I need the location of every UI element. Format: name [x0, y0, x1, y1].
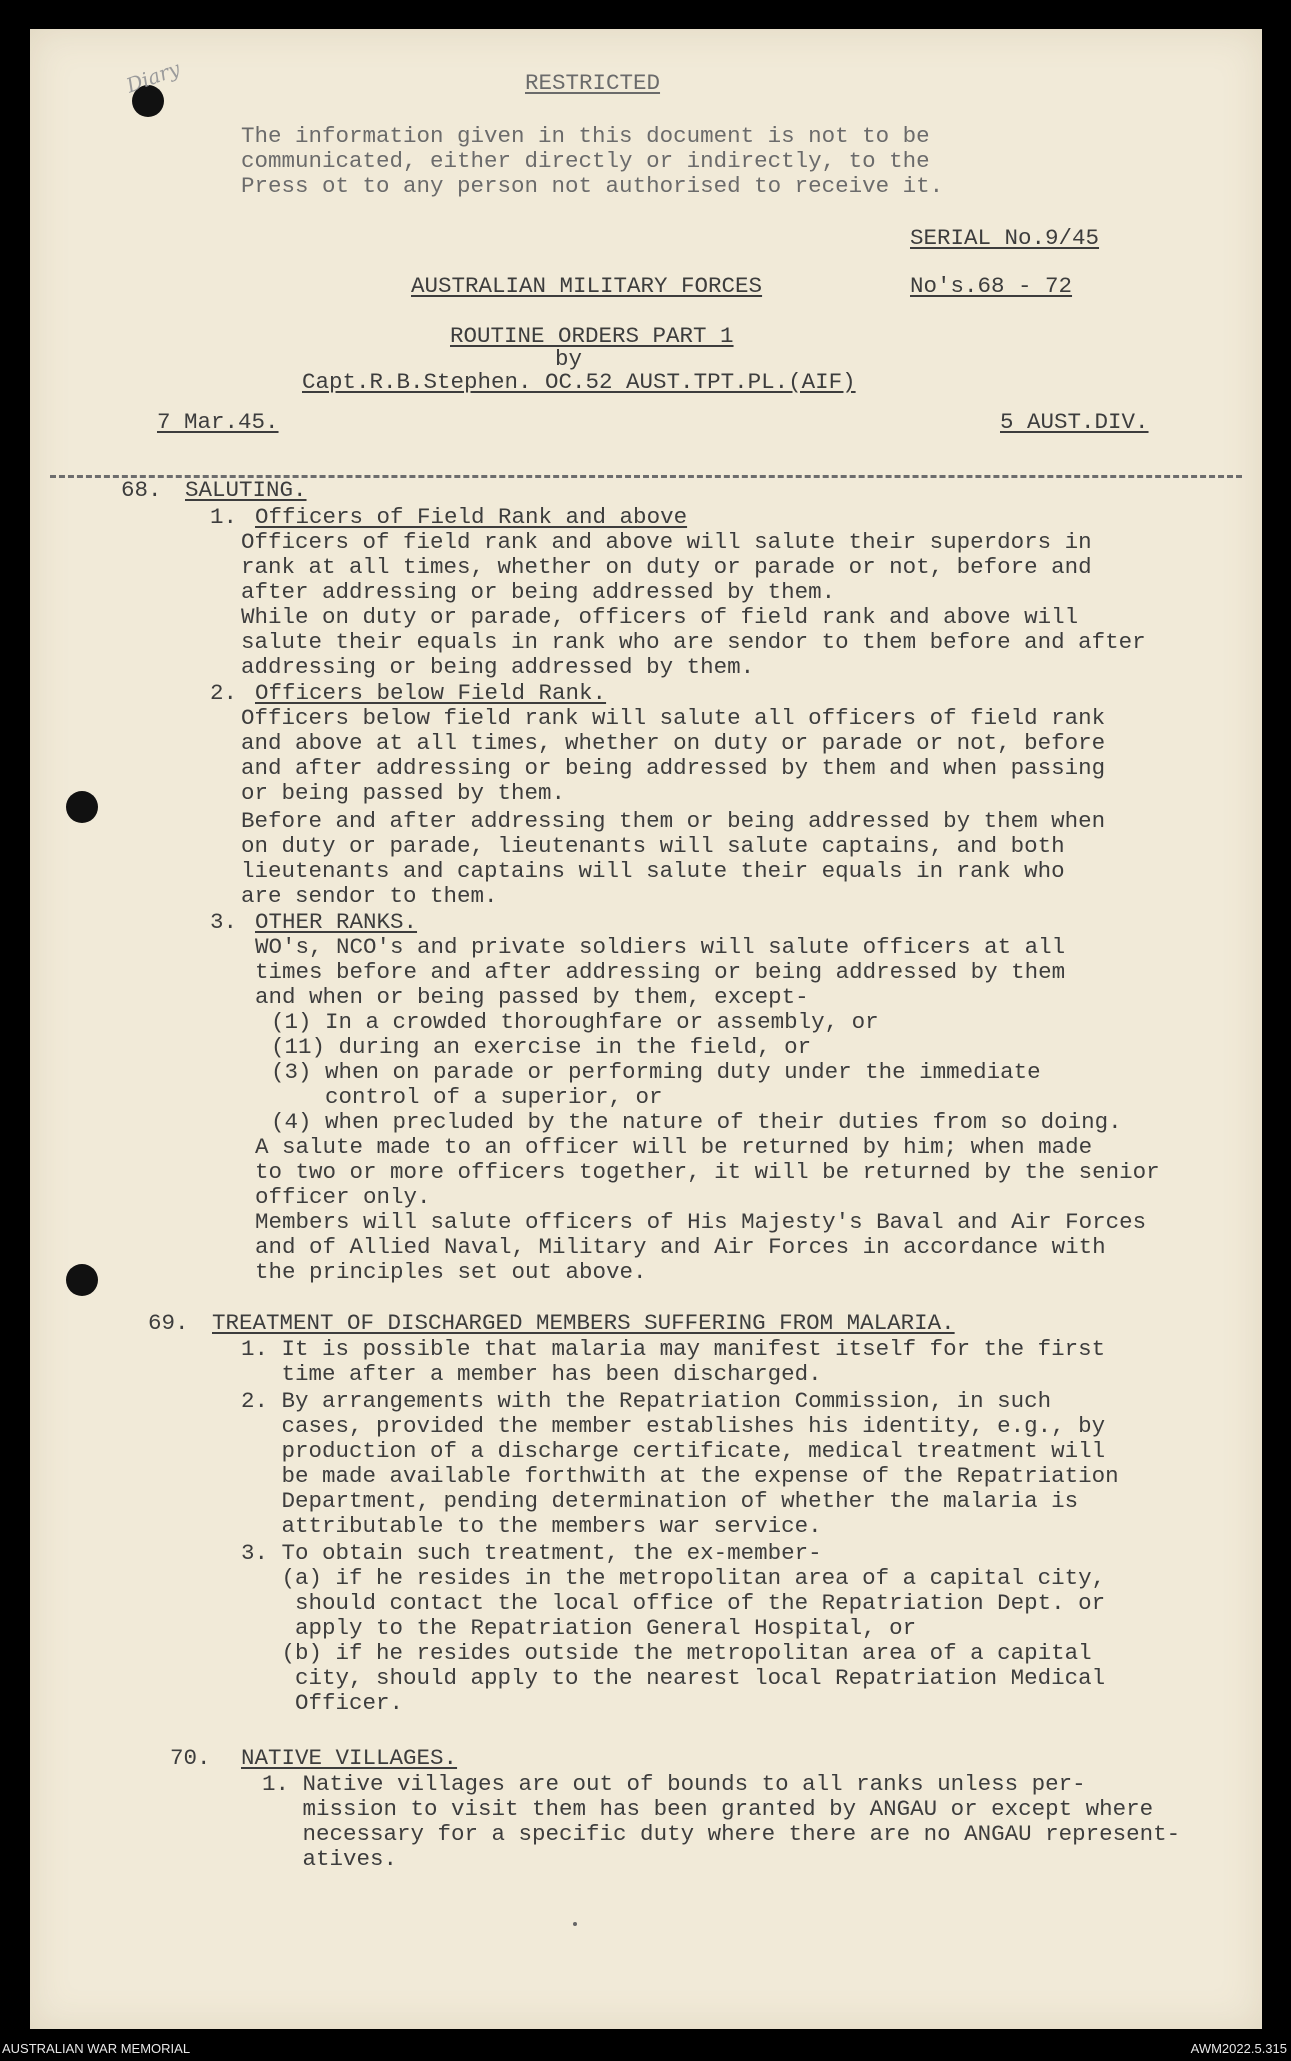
para-line: and of Allied Naval, Military and Air Forces in accordance with [255, 1234, 1106, 1260]
restricted-label: RESTRICTED [525, 70, 661, 96]
para-line: salute their equals in rank who are sendor to them before and after [241, 629, 1146, 655]
para-line: Department, pending determination of whether the malaria is [241, 1488, 1079, 1514]
ink-mark [573, 1922, 577, 1926]
notice-line: The information given in this document is not to be [241, 123, 930, 149]
para-line: While on duty or parade, officers of field rank and above will [241, 604, 1079, 630]
order-date: 7 Mar.45. [157, 409, 279, 435]
para-line: attributable to the members war service. [241, 1513, 822, 1539]
para-line: Before and after addressing them or being addressed by them when [241, 808, 1106, 834]
serial-number: SERIAL No.9/45 [910, 225, 1100, 251]
order-numbers: No's.68 - 72 [910, 273, 1073, 299]
para-line: after addressing or being addressed by them. [241, 579, 836, 605]
author-line: Capt.R.B.Stephen. OC.52 AUST.TPT.PL.(AIF) [302, 369, 856, 395]
list-item: (1) In a crowded thoroughfare or assembly, or [271, 1009, 879, 1035]
section-number-70: 70. [170, 1745, 211, 1771]
para-line: Officers below field rank will salute all officers of field rank [241, 705, 1106, 731]
para-line: and above at all times, whether on duty or parade or not, before [241, 730, 1106, 756]
section-number-68: 68. [121, 477, 162, 503]
punch-hole-middle [66, 791, 98, 823]
footer-archive-label: AUSTRALIAN WAR MEMORIAL [2, 2041, 191, 2056]
para-heading: Officers below Field Rank. [255, 680, 607, 706]
by-label: by [555, 346, 583, 372]
list-item: (4) when precluded by the nature of their duties from so doing. [271, 1109, 1122, 1135]
para-line: and when or being passed by them, except- [255, 984, 809, 1010]
para-line: times before and after addressing or being addressed by them [255, 959, 1066, 985]
para-line: should contact the local office of the Repatriation Dept. or [241, 1590, 1106, 1616]
para-heading: OTHER RANKS. [255, 909, 418, 935]
section-number-69: 69. [148, 1310, 189, 1336]
para-line: Officers of field rank and above will salute their superdors in [241, 529, 1092, 555]
para-number: 1. [210, 504, 238, 530]
para-line: 2. By arrangements with the Repatriation Commission, in such [241, 1388, 1052, 1414]
division-label: 5 AUST.DIV. [1000, 409, 1149, 435]
list-item: control of a superior, or [271, 1084, 663, 1110]
section-heading-saluting: SALUTING. [185, 477, 307, 503]
para-line: be made available forthwith at the expense of the Repatriation [241, 1463, 1119, 1489]
punch-hole-bottom [66, 1264, 98, 1296]
para-line: Officer. [241, 1690, 404, 1716]
para-line: the principles set out above. [255, 1259, 647, 1285]
para-number: 3. [210, 909, 238, 935]
section-heading-malaria: TREATMENT OF DISCHARGED MEMBERS SUFFERING FROM MALARIA. [212, 1310, 955, 1336]
para-line: necessary for a specific duty where there are no ANGAU represent- [262, 1821, 1181, 1847]
para-line: and after addressing or being addressed by them and when passing [241, 755, 1106, 781]
para-line: officer only. [255, 1184, 431, 1210]
para-line: lieutenants and captains will salute their equals in rank who [241, 858, 1065, 884]
list-item: (11) during an exercise in the field, or [271, 1034, 812, 1060]
document-page [30, 29, 1262, 2029]
para-line: on duty or parade, lieutenants will salute captains, and both [241, 833, 1065, 859]
document-title: ROUTINE ORDERS PART 1 [450, 323, 734, 349]
para-line: 3. To obtain such treatment, the ex-member- [241, 1540, 822, 1566]
para-number: 2. [210, 680, 238, 706]
para-line: apply to the Repatriation General Hospital, or [241, 1615, 917, 1641]
para-heading: Officers of Field Rank and above [255, 504, 688, 530]
para-line: are sendor to them. [241, 883, 498, 909]
para-line: (a) if he resides in the metropolitan area of a capital city, [241, 1565, 1106, 1591]
para-line: to two or more officers together, it will be returned by the senior [255, 1159, 1160, 1185]
para-line: Members will salute officers of His Majesty's Baval and Air Forces [255, 1209, 1147, 1235]
para-line: time after a member has been discharged. [241, 1361, 822, 1387]
para-line: rank at all times, whether on duty or parade or not, before and [241, 554, 1092, 580]
para-line: mission to visit them has been granted by ANGAU or except where [262, 1796, 1154, 1822]
organisation-title: AUSTRALIAN MILITARY FORCES [411, 273, 763, 299]
para-line: production of a discharge certificate, medical treatment will [241, 1438, 1106, 1464]
para-line: WO's, NCO's and private soldiers will salute officers at all [255, 934, 1066, 960]
para-line: addressing or being addressed by them. [241, 654, 755, 680]
notice-line: communicated, either directly or indirectly, to the [241, 148, 930, 174]
list-item: (3) when on parade or performing duty under the immediate [271, 1059, 1041, 1085]
para-line: or being passed by them. [241, 780, 566, 806]
para-line: cases, provided the member establishes his identity, e.g., by [241, 1413, 1106, 1439]
footer-reference: AWM2022.5.315 [1190, 2041, 1287, 2056]
para-line: (b) if he resides outside the metropolitan area of a capital [241, 1640, 1092, 1666]
para-line: 1. It is possible that malaria may manifest itself for the first [241, 1336, 1106, 1362]
section-heading-native-villages: NATIVE VILLAGES. [241, 1745, 458, 1771]
handwritten-annotation: Diary [123, 56, 184, 98]
para-line: atives. [262, 1846, 398, 1872]
para-line: A salute made to an officer will be returned by him; when made [255, 1134, 1093, 1160]
para-line: city, should apply to the nearest local Repatriation Medical [241, 1665, 1106, 1691]
para-line: 1. Native villages are out of bounds to all ranks unless per- [262, 1771, 1086, 1797]
notice-line: Press ot to any person not authorised to receive it. [241, 173, 944, 199]
